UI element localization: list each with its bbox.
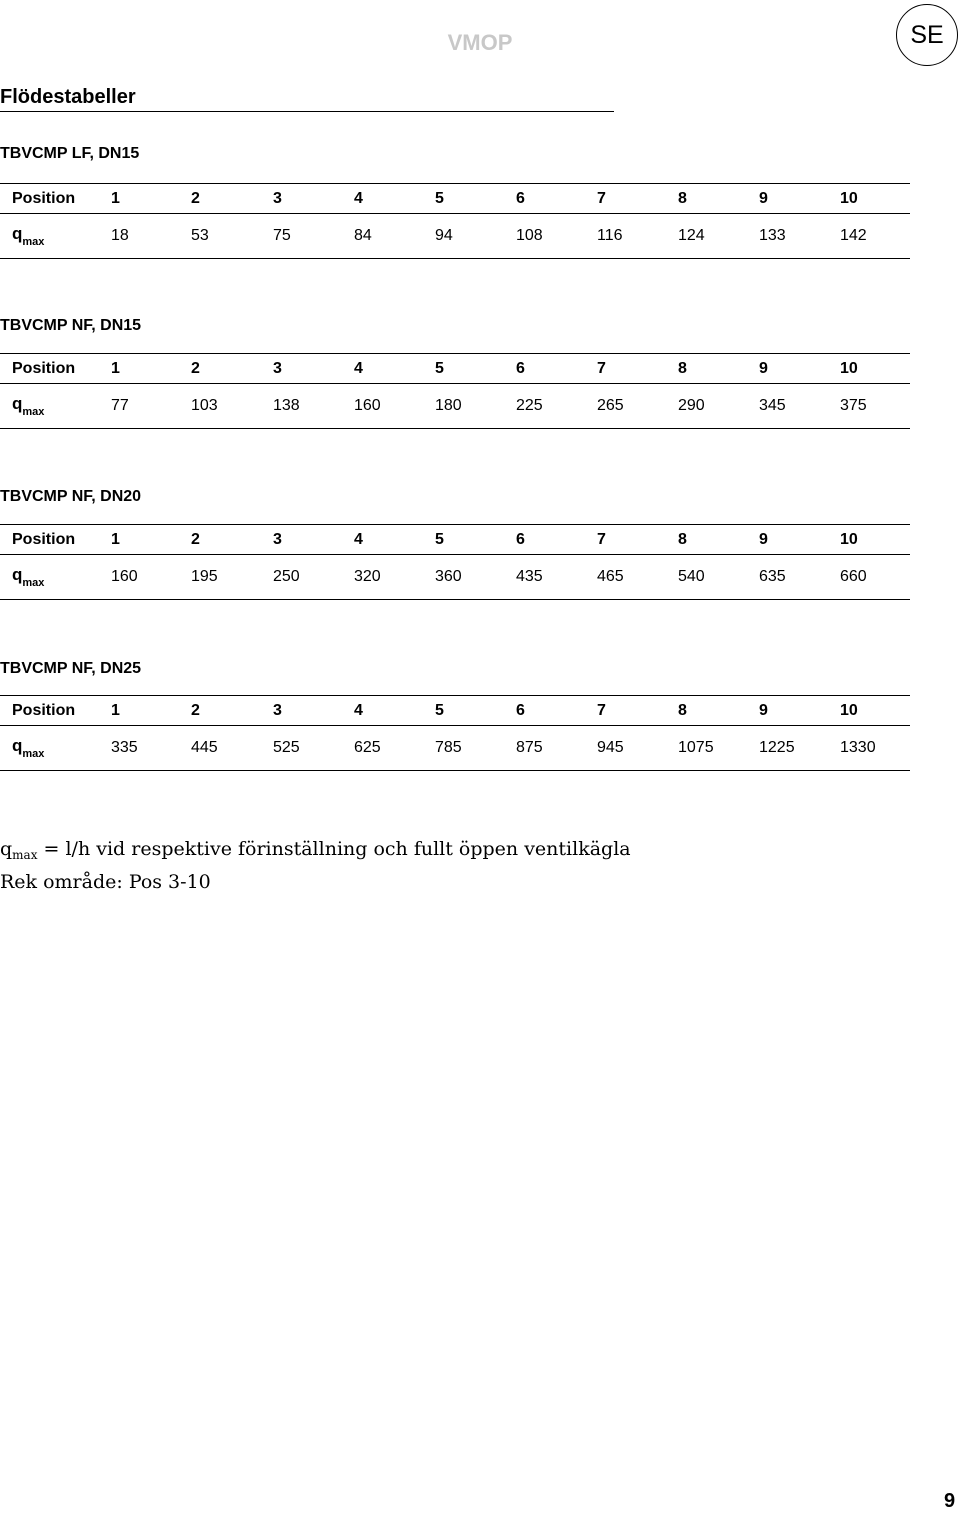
qmax-cell: 875: [516, 726, 597, 771]
position-cell: 4: [354, 184, 435, 214]
qmax-cell: 635: [759, 555, 840, 600]
position-cell: 3: [273, 696, 354, 726]
flow-table: [0, 183, 910, 259]
position-cell: 8: [678, 525, 759, 555]
qmax-subscript: max: [22, 577, 45, 589]
position-label: Position: [0, 696, 111, 726]
qmax-cell: 660: [840, 555, 910, 600]
position-cell: 7: [597, 354, 678, 384]
qmax-cell: 124: [678, 214, 759, 259]
qmax-cell: 465: [597, 555, 678, 600]
position-cell: 7: [597, 184, 678, 214]
table-title: TBVCMP NF, DN20: [0, 488, 142, 505]
position-cell: 9: [759, 696, 840, 726]
qmax-cell: 945: [597, 726, 678, 771]
qmax-cell: 160: [354, 384, 435, 429]
position-cell: 4: [354, 354, 435, 384]
position-cell: 10: [840, 184, 910, 214]
table-title: TBVCMP LF, DN15: [0, 145, 140, 162]
position-cell: 2: [191, 525, 273, 555]
qmax-cell: 225: [516, 384, 597, 429]
position-cell: 2: [191, 184, 273, 214]
position-cell: 3: [273, 354, 354, 384]
position-cell: 3: [273, 525, 354, 555]
qmax-cell: 1225: [759, 726, 840, 771]
qmax-cell: 75: [273, 214, 354, 259]
document-title: VMOP: [447, 30, 513, 55]
flow-table: [0, 524, 910, 600]
position-cell: 8: [678, 184, 759, 214]
qmax-subscript: max: [22, 748, 45, 760]
position-cell: 9: [759, 525, 840, 555]
footnote-q-subscript: max: [12, 848, 38, 862]
position-cell: 8: [678, 354, 759, 384]
qmax-row: [0, 214, 910, 259]
position-cell: 6: [516, 696, 597, 726]
qmax-cell: 138: [273, 384, 354, 429]
qmax-cell: 320: [354, 555, 435, 600]
footnote-definition: [0, 836, 631, 869]
qmax-cell: 625: [354, 726, 435, 771]
qmax-cell: 116: [597, 214, 678, 259]
qmax-symbol: q: [12, 736, 23, 755]
qmax-cell: 335: [111, 726, 191, 771]
qmax-cell: 525: [273, 726, 354, 771]
table-title: TBVCMP NF, DN15: [0, 317, 142, 334]
qmax-cell: 103: [191, 384, 273, 429]
qmax-cell: 195: [191, 555, 273, 600]
qmax-label: [0, 726, 111, 771]
position-cell: 6: [516, 184, 597, 214]
qmax-cell: 445: [191, 726, 273, 771]
position-label: Position: [0, 525, 111, 555]
page-number: 9: [944, 1490, 956, 1512]
qmax-subscript: max: [22, 236, 45, 248]
qmax-cell: 84: [354, 214, 435, 259]
qmax-cell: 142: [840, 214, 910, 259]
flow-table: [0, 695, 910, 771]
position-cell: 9: [759, 184, 840, 214]
position-cell: 8: [678, 696, 759, 726]
qmax-label: [0, 555, 111, 600]
position-cell: 7: [597, 696, 678, 726]
qmax-cell: 345: [759, 384, 840, 429]
qmax-cell: 360: [435, 555, 516, 600]
qmax-label: [0, 214, 111, 259]
position-cell: 10: [840, 354, 910, 384]
position-cell: 10: [840, 525, 910, 555]
qmax-cell: 540: [678, 555, 759, 600]
position-cell: 1: [111, 184, 191, 214]
position-cell: 6: [516, 525, 597, 555]
qmax-row: [0, 726, 910, 771]
position-label: Position: [0, 184, 111, 214]
qmax-symbol: q: [12, 224, 23, 243]
position-cell: 2: [191, 354, 273, 384]
heading-underline: [0, 111, 614, 112]
qmax-cell: 265: [597, 384, 678, 429]
qmax-subscript: max: [22, 406, 45, 418]
position-cell: 1: [111, 696, 191, 726]
position-cell: 7: [597, 525, 678, 555]
footnote-q-symbol: q: [0, 838, 13, 860]
position-cell: 5: [435, 354, 516, 384]
position-label: Position: [0, 354, 111, 384]
qmax-cell: 435: [516, 555, 597, 600]
position-row: [0, 184, 910, 214]
position-cell: 3: [273, 184, 354, 214]
position-cell: 4: [354, 525, 435, 555]
position-cell: 5: [435, 696, 516, 726]
qmax-row: [0, 555, 910, 600]
position-cell: 5: [435, 184, 516, 214]
qmax-cell: 53: [191, 214, 273, 259]
section-heading: Flödestabeller: [0, 86, 136, 108]
qmax-label: [0, 384, 111, 429]
footnote-recommended-range: Rek område: Pos 3-10: [0, 871, 211, 893]
qmax-cell: 108: [516, 214, 597, 259]
qmax-cell: 160: [111, 555, 191, 600]
qmax-cell: 785: [435, 726, 516, 771]
qmax-cell: 375: [840, 384, 910, 429]
footnote-definition-text: = l/h vid respektive förinställning och fullt öppen ventilkägla: [37, 838, 631, 860]
qmax-cell: 18: [111, 214, 191, 259]
position-cell: 1: [111, 354, 191, 384]
qmax-cell: 77: [111, 384, 191, 429]
position-cell: 1: [111, 525, 191, 555]
qmax-cell: 94: [435, 214, 516, 259]
footnote: [0, 836, 631, 896]
language-badge: SE: [896, 4, 958, 66]
qmax-symbol: q: [12, 394, 23, 413]
qmax-cell: 180: [435, 384, 516, 429]
qmax-cell: 290: [678, 384, 759, 429]
position-cell: 4: [354, 696, 435, 726]
position-cell: 2: [191, 696, 273, 726]
flow-table: [0, 353, 910, 429]
qmax-row: [0, 384, 910, 429]
table-title: TBVCMP NF, DN25: [0, 660, 142, 677]
qmax-cell: 250: [273, 555, 354, 600]
position-cell: 9: [759, 354, 840, 384]
position-cell: 6: [516, 354, 597, 384]
qmax-cell: 133: [759, 214, 840, 259]
qmax-symbol: q: [12, 565, 23, 584]
qmax-cell: 1075: [678, 726, 759, 771]
position-cell: 5: [435, 525, 516, 555]
position-cell: 10: [840, 696, 910, 726]
position-row: [0, 354, 910, 384]
position-row: [0, 696, 910, 726]
qmax-cell: 1330: [840, 726, 910, 771]
position-row: [0, 525, 910, 555]
